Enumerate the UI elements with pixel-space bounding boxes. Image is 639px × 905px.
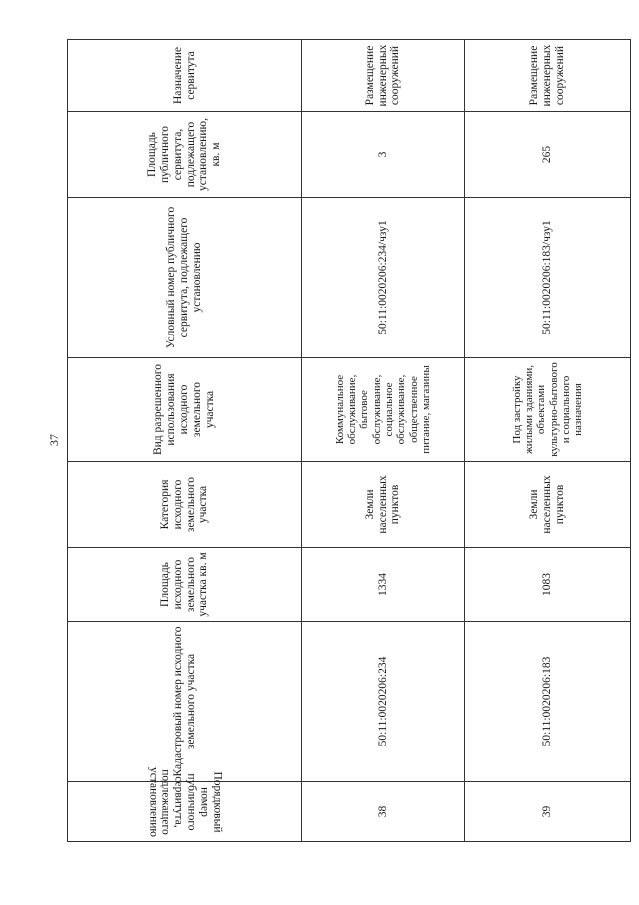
cell-purpose: Размещение инженерных сооружений [302,40,465,112]
cell-number: 39 [465,782,631,842]
cell-cadastral: 50:11:0020206:183 [465,622,631,782]
header-cell-number [68,766,302,842]
cell-servitude-id: 50:11:0020206:183/чзу1 [465,198,631,358]
header-number-text: Порядковый номер публичного сервитута, подлежащего установлению [146,766,224,838]
header-row [68,40,302,842]
cell-area: 1083 [465,548,631,622]
header-cell-cadastral: Кадастровый номер исходного земельного участка [68,622,302,782]
cell-servitude-area: 265 [465,112,631,198]
cell-category: Земли населенных пунктов [465,462,631,548]
table-row [465,40,631,842]
header-cell-purpose: Назначение сервитута [68,40,302,112]
header-cell-use: Вид разрешенного использования исходного земельного участка [68,358,302,462]
cell-cadastral: 50:11:0020206:234 [302,622,465,782]
cell-servitude-area: 3 [302,112,465,198]
cell-number: 38 [302,782,465,842]
cell-purpose: Размещение инженерных сооружений [465,40,631,112]
cell-use: Коммунальное обслуживание, бытовое обслуживание, социальное обслуживание, общественное питание, магазины [302,358,465,462]
cell-use: Под застройку жилыми зданиями, объектами культурно-бытового и социального назначения [465,358,631,462]
cell-category: Земли населенных пунктов [302,462,465,548]
cell-area: 1334 [302,548,465,622]
header-cell-category: Категория исходного земельного участка [68,462,302,548]
cell-servitude-id: 50:11:0020206:234/чзу1 [302,198,465,358]
servitude-table [67,40,615,842]
header-cell-servitude-id: Условный номер публичного сервитута, подлежащего установлению [68,198,302,358]
table-row [302,40,465,842]
page-number: 37 [47,434,61,446]
header-cell-servitude-area: Площадь публичного сервитута, подлежащего установлению, кв. м [68,112,302,198]
header-cell-area: Площадь исходного земельного участка кв. м [68,548,302,622]
